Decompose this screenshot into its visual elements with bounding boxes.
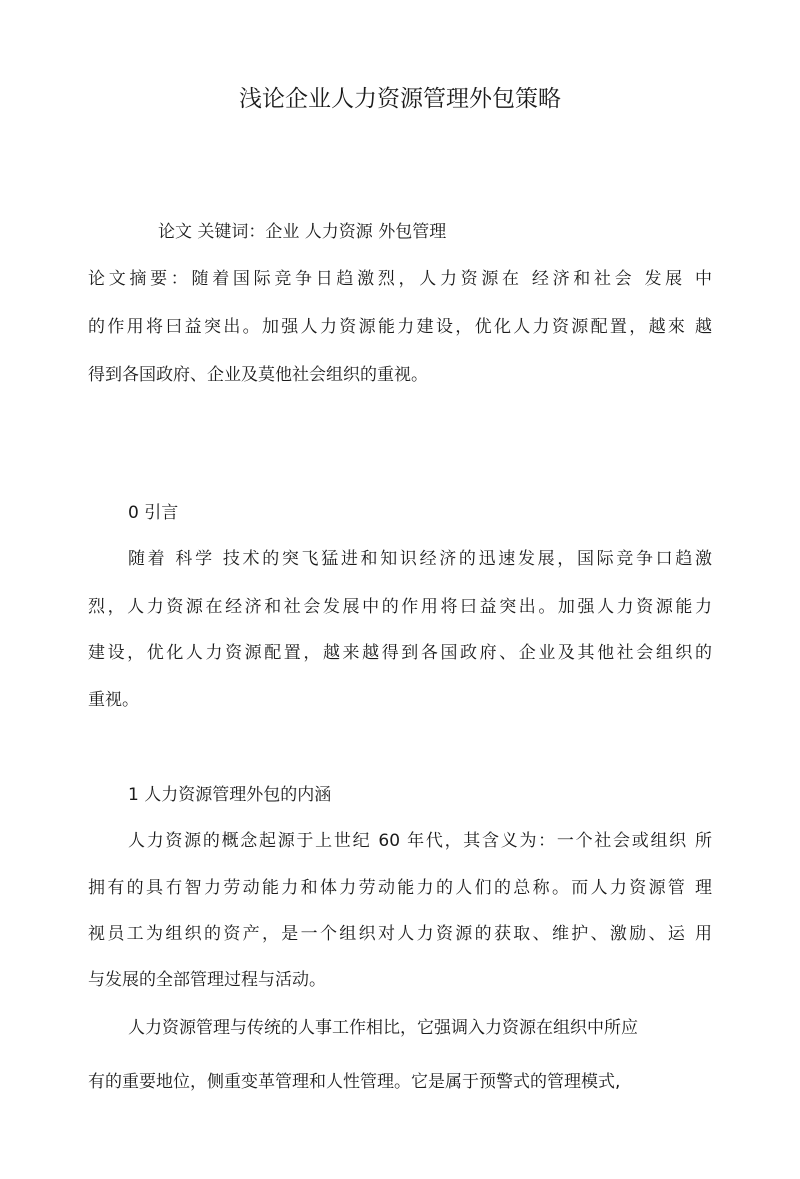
section1-para1-line-3: 视员工为组织的资产，是一个组织对人力资源的获取、维护、激励、运 用 xyxy=(88,924,712,944)
section1-para2-line-1: 人力资源管理与传统的人事工作相比，它强调入力资源在组织中所应 xyxy=(128,1018,638,1038)
abstract-line-1: 论文摘要：随着国际竞争日趋激烈，人力资源在 经济和社会 发展 中 xyxy=(88,269,712,289)
intro-line-3: 建设，优化人力资源配置，越来越得到各国政府、企业及其他社会组织的 xyxy=(88,643,712,663)
abstract-line-2: 的作用将曰益突出。加强人力资源能力建设，优化人力资源配置，越來 越 xyxy=(88,317,712,337)
intro-line-1: 随着 科学 技术的突飞猛进和知识经济的迅速发展，国际竞争口趋激 xyxy=(128,549,712,569)
intro-line-4: 重视。 xyxy=(88,690,139,710)
section-heading-1: 1 人力资源管理外包的内涵 xyxy=(128,785,332,805)
section1-para1-line-2: 拥有的具冇智力劳动能力和体力劳动能力的人们的总称。而人力资源管 理 xyxy=(88,878,712,898)
section-heading-intro: 0 引言 xyxy=(128,503,179,523)
document-title: 浅论企业人力资源管理外包策略 xyxy=(239,86,561,112)
keywords-line: 论文 关键词：企业 人力资源 外包管理 xyxy=(158,222,447,242)
abstract-line-3: 得到各国政府、企业及莫他社会组织的重视。 xyxy=(88,365,428,385)
section1-para2-line-2: 有的重要地位，侧重变革管理和人性管理。它是属于预警式的管理模式, xyxy=(88,1072,621,1092)
section1-para1-line-1: 人力资源的概念起源于上世纪 60 年代，其含义为：一个社会或组织 所 xyxy=(128,831,712,851)
section1-para1-line-4: 与发展的全部管理过程与活动。 xyxy=(88,970,326,990)
intro-line-2: 烈，人力资源在经济和社会发展中的作用将曰益突出。加强人力资源能力 xyxy=(88,597,712,617)
